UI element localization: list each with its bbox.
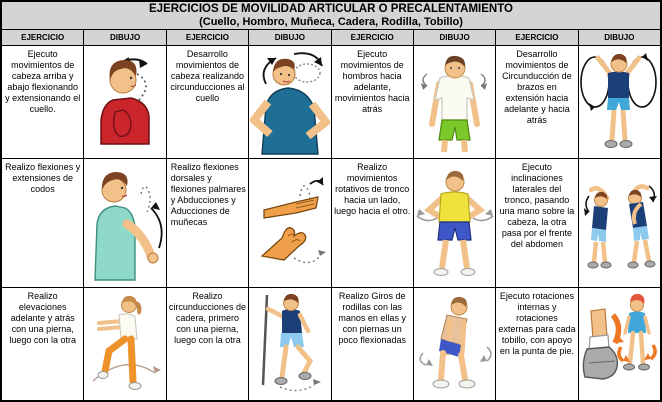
exercise-text-cell: Ejecuto inclinaciones laterales del tronco, pasando una mano sobre la cabeza, la otra pasa por el frente del abdomen [496, 159, 577, 287]
column-header-ejercicio-1: EJERCICIO [2, 30, 83, 45]
dibujo-cell [414, 46, 495, 158]
dibujo-cell [249, 159, 330, 287]
column-header-dibujo-4: DIBUJO [579, 30, 660, 45]
leg-swings-drawing [85, 289, 165, 399]
column-header-dibujo-2: DIBUJO [249, 30, 330, 45]
dibujo-cell [84, 159, 165, 287]
trunk-rotation-drawing [415, 164, 495, 282]
dibujo-cell [579, 159, 660, 287]
elbow-flexion-drawing [85, 164, 165, 282]
neck-flexion-extension-drawing [85, 48, 165, 156]
exercise-text-cell: Realizo elevaciones adelante y atrás con una pierna, luego con la otra [2, 288, 83, 400]
column-header-dibujo-3: DIBUJO [414, 30, 495, 45]
exercise-text-cell: Ejecuto movimientos de cabeza arriba y abajo flexionando y extensionando el cuello. [2, 46, 83, 158]
shoulder-rolls-drawing [415, 48, 495, 156]
exercise-text-cell: Ejecuto rotaciones internas y rotaciones externas para cada tobillo, con apoyo en la punta de pie. [496, 288, 577, 400]
page-title: EJERCICIOS DE MOVILIDAD ARTICULAR O PRECALENTAMIENTO [149, 3, 513, 16]
exercise-text-cell: Realizo movimientos rotativos de tronco hacia un lado, luego hacia el otro. [332, 159, 413, 287]
dibujo-cell [84, 288, 165, 400]
dibujo-cell [249, 288, 330, 400]
column-header-ejercicio-4: EJERCICIO [496, 30, 577, 45]
column-header-ejercicio-2: EJERCICIO [167, 30, 248, 45]
arm-circles-drawing [579, 48, 659, 156]
dibujo-cell [249, 46, 330, 158]
trunk-side-bend-drawing [579, 164, 659, 282]
exercise-text-cell: Ejecuto movimientos de hombros hacia adelante, movimientos hacia atrás [332, 46, 413, 158]
table-title-block [2, 2, 660, 29]
neck-circumduction-drawing [250, 48, 330, 156]
wrist-movements-drawing [250, 164, 330, 282]
page-subtitle: (Cuello, Hombro, Muñeca, Cadera, Rodilla, Tobillo) [199, 15, 463, 28]
dibujo-cell [414, 159, 495, 287]
column-header-dibujo-1: DIBUJO [84, 30, 165, 45]
exercise-text-cell: Realizo Giros de rodillas con las manos en ellas y con piernas un poco flexionadas [332, 288, 413, 400]
ankle-rotations-drawing [579, 289, 659, 399]
hip-circumduction-drawing [250, 289, 330, 399]
dibujo-cell [579, 46, 660, 158]
exercise-text-cell: Realizo circunducciones de cadera, primero con una pierna, luego con la otra [167, 288, 248, 400]
knee-circles-drawing [415, 289, 495, 399]
exercise-text-cell: Desarrollo movimientos de Circunducción de brazos en extensión hacia adelante y hacia atrás [496, 46, 577, 158]
dibujo-cell [84, 46, 165, 158]
column-header-ejercicio-3: EJERCICIO [332, 30, 413, 45]
exercise-text-cell: Desarrollo movimientos de cabeza realizando circunducciones al cuello [167, 46, 248, 158]
exercise-text-cell: Realizo flexiones y extensiones de codos [2, 159, 83, 287]
dibujo-cell [579, 288, 660, 400]
exercise-text-cell: Realizo flexiones dorsales y flexiones palmares y Abducciones y Aducciones de muñecas [167, 159, 248, 287]
dibujo-cell [414, 288, 495, 400]
